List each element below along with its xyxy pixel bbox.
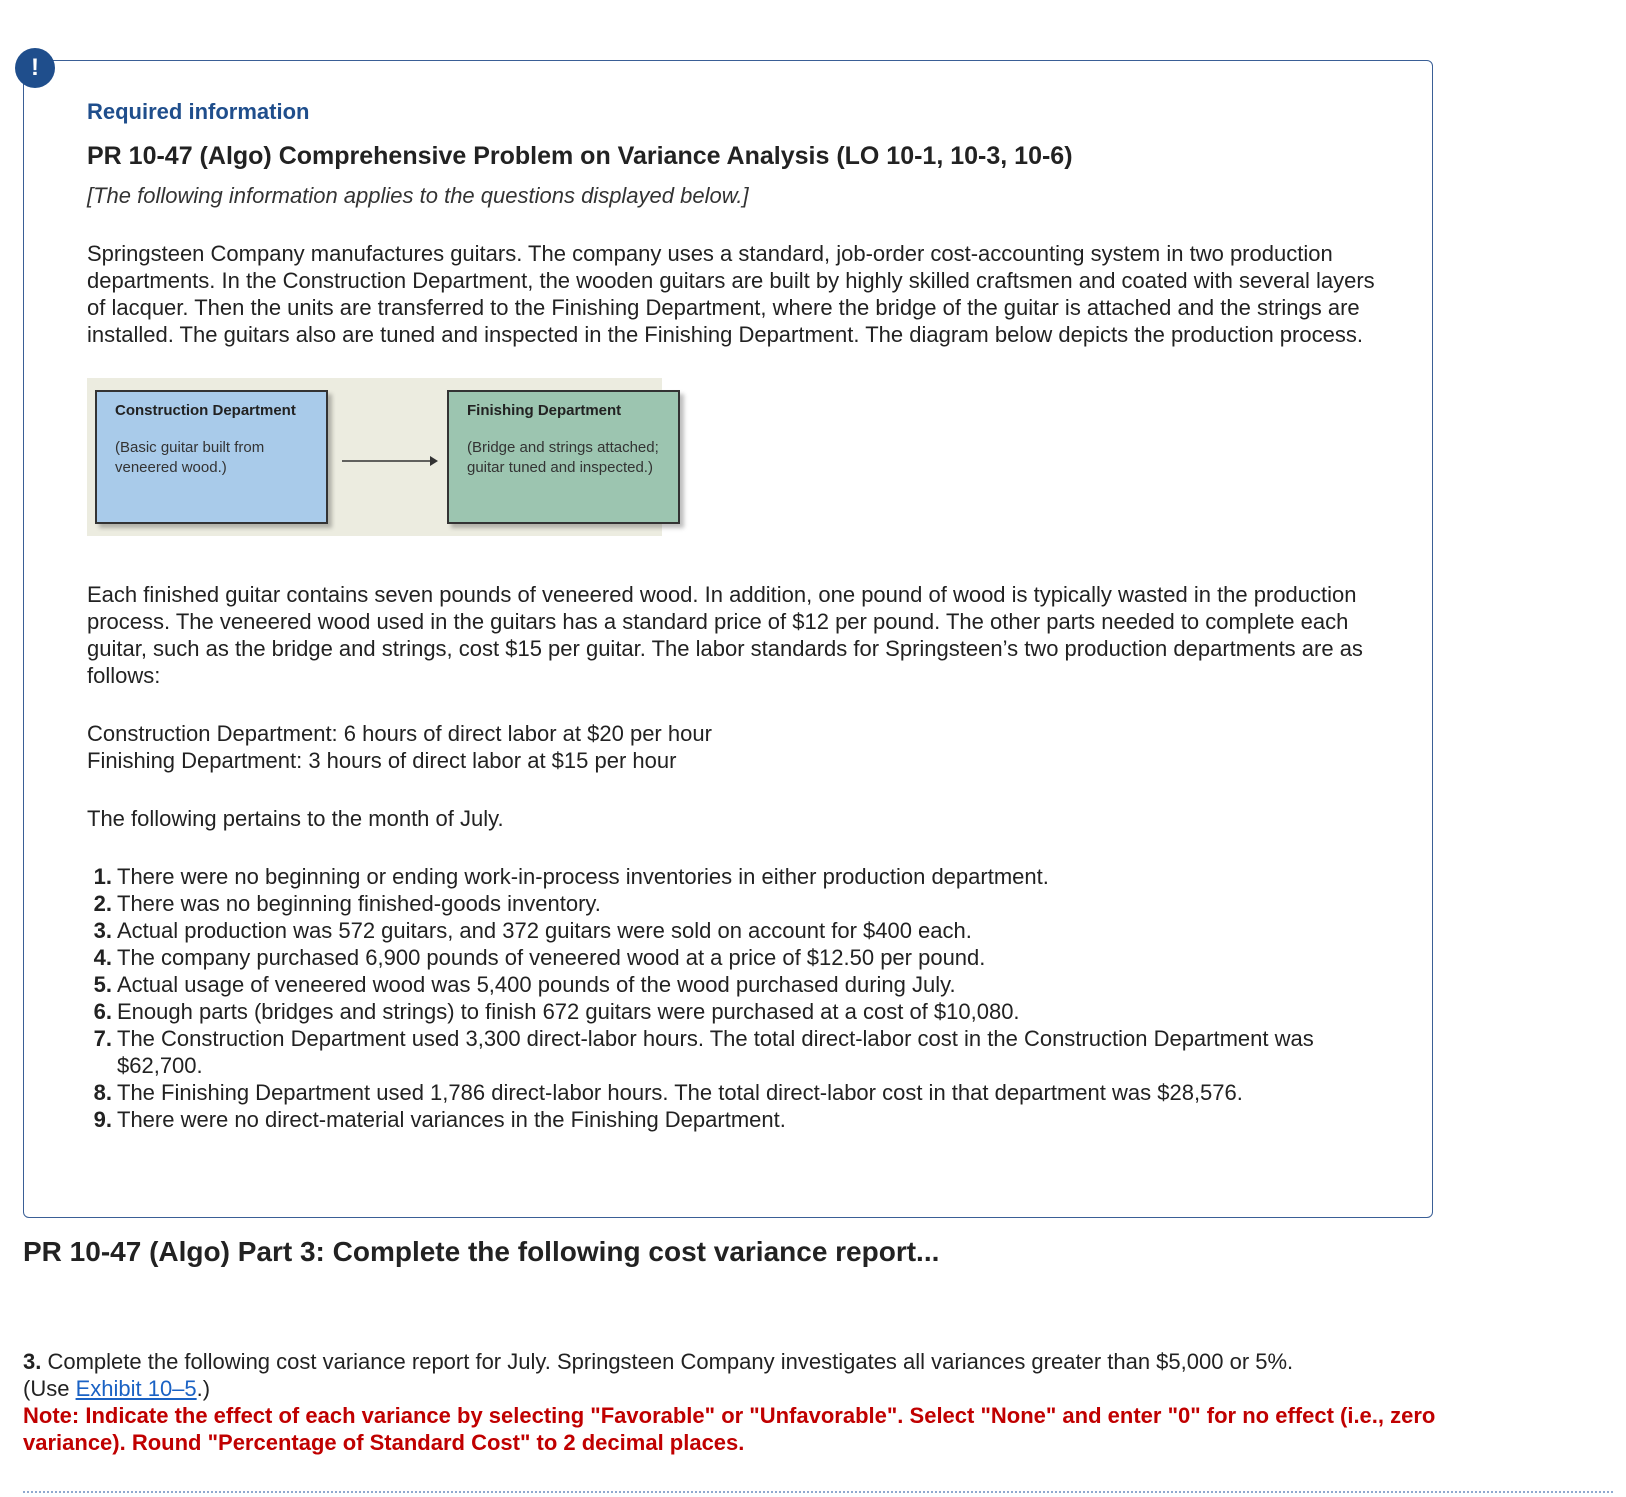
part-title: PR 10-47 (Algo) Part 3: Complete the following cost variance report...: [23, 1236, 940, 1267]
use-suffix: .): [196, 1376, 211, 1401]
alert-icon: !: [15, 48, 55, 88]
required-info-label: Required information: [87, 99, 310, 124]
right-arrow-icon: [342, 455, 438, 467]
finishing-department-box: [447, 390, 680, 524]
july-facts-list: [87, 863, 1377, 1133]
labor-standard-finishing: Finishing Department: 3 hours of direct labor at $15 per hour: [87, 748, 677, 773]
info-content: [87, 99, 1377, 1133]
materials-paragraph: Each finished guitar contains seven pounds of veneered wood. In addition, one pound of wood is typically wasted in the production process. The veneered wood used in the guitars has a standard price of $12 per pound. The other parts needed to complete each guitar, such as the bridge and strings, cost $15 per guitar. The labor standards for Springsteen’s two production departments are as follows:: [87, 582, 1363, 688]
finishing-dept-title: Finishing Department: [467, 402, 622, 419]
construction-dept-title: Construction Department: [115, 402, 296, 419]
july-intro: The following pertains to the month of July.: [87, 806, 504, 831]
list-item: 4. The company purchased 6,900 pounds of veneered wood at a price of $12.50 per pound.: [93, 945, 986, 970]
list-item: 6. Enough parts (bridges and strings) to finish 672 guitars were purchased at a cost of $10,080.: [93, 999, 1020, 1024]
exhibit-link[interactable]: Exhibit 10–5: [75, 1376, 197, 1401]
intro-paragraph: Springsteen Company manufactures guitars. The company uses a standard, job-order cost-accounting system in two production departments. In the Construction Department, the wooden guitars are built by highly skilled craftsmen and coated with several layers of lacquer. Then the units are transferred to the Finishing Department, where the bridge of the guitar is attached and the strings are installed. The guitars also are tuned and inspected in the Finishing Department. The diagram below depicts the production process.: [87, 241, 1375, 347]
list-item: 2. There was no beginning finished-goods inventory.: [93, 891, 601, 916]
question-number: 3.: [23, 1349, 42, 1374]
instruction-note: Note: Indicate the effect of each variance by selecting "Favorable" or "Unfavorable". Select "None" and enter "0" for no effect (i.e., zero variance). Round "Percentage of Standard Cost" to 2 decimal places.: [23, 1403, 1436, 1455]
section-divider: [23, 1491, 1613, 1493]
production-process-diagram: [87, 378, 662, 536]
construction-dept-desc: (Basic guitar built from veneered wood.): [115, 439, 265, 476]
list-item: 1. There were no beginning or ending work-in-process inventories in either production department.: [93, 864, 1049, 889]
list-item: 5. Actual usage of veneered wood was 5,400 pounds of the wood purchased during July.: [93, 972, 956, 997]
finishing-dept-desc: (Bridge and strings attached; guitar tuned and inspected.): [467, 439, 659, 476]
labor-standard-construction: Construction Department: 6 hours of direct labor at $20 per hour: [87, 721, 712, 746]
problem-title: PR 10-47 (Algo) Comprehensive Problem on Variance Analysis (LO 10-1, 10-3, 10-6): [87, 142, 1073, 170]
list-item: 7. The Construction Department used 3,300 direct-labor hours. The total direct-labor cost in the Construction Department was $62,700.: [93, 1026, 1314, 1078]
applies-note: [The following information applies to the questions displayed below.]: [87, 183, 749, 208]
use-prefix: (Use: [23, 1376, 76, 1401]
construction-department-box: [95, 390, 328, 524]
list-item: 3. Actual production was 572 guitars, and 372 guitars were sold on account for $400 each.: [93, 918, 972, 943]
list-item: 8. The Finishing Department used 1,786 direct-labor hours. The total direct-labor cost in that department was $28,576.: [93, 1080, 1243, 1105]
question-block: [23, 1348, 1463, 1456]
question-text: Complete the following cost variance report for July. Springsteen Company investigates all variances greater than $5,000 or 5%.: [41, 1349, 1294, 1374]
labor-standards: [87, 720, 1377, 774]
required-information-panel: [23, 60, 1433, 1218]
list-item: 9. There were no direct-material variances in the Finishing Department.: [93, 1107, 786, 1132]
